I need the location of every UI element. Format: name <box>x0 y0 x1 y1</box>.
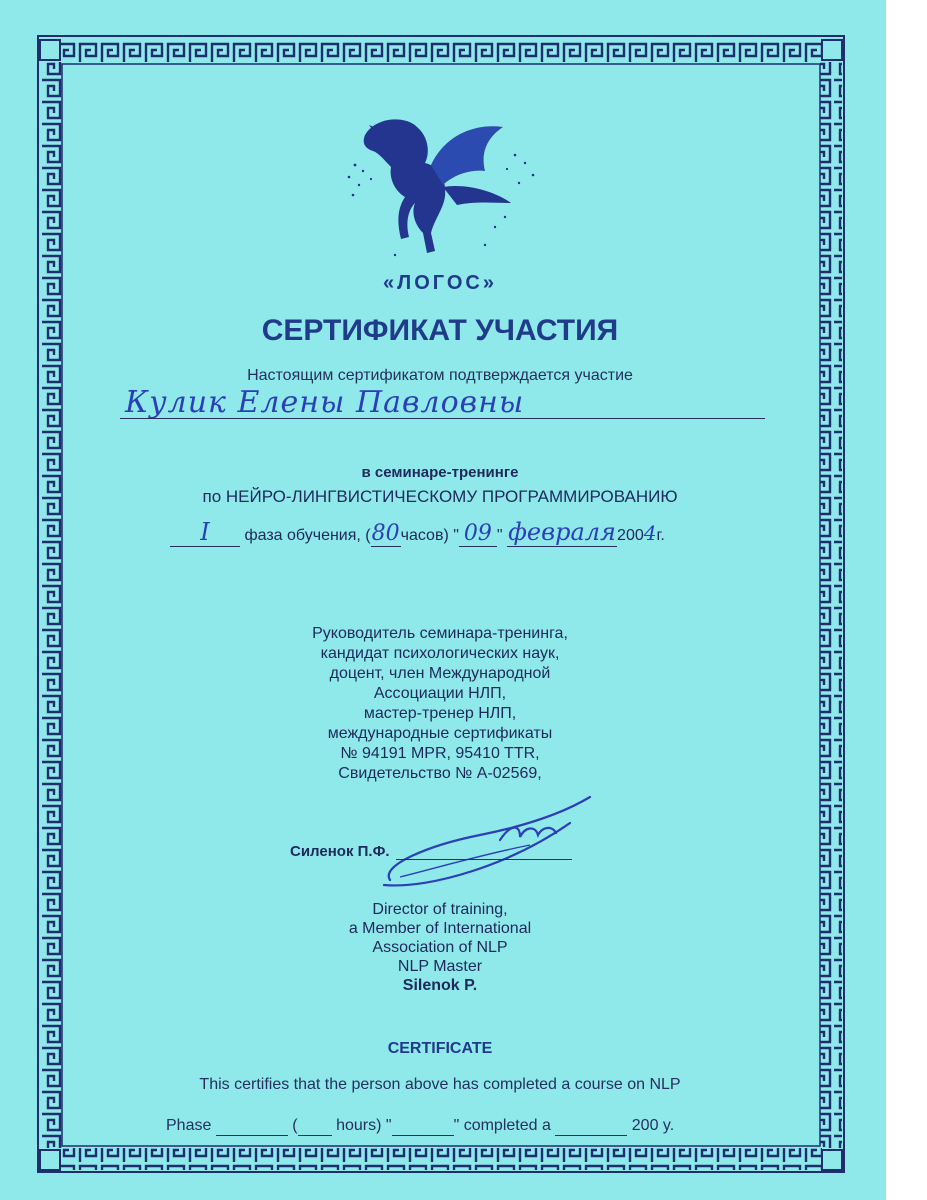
month-en-blank <box>555 1117 627 1136</box>
intro-text: Настоящим сертификатом подтверждается участие <box>247 367 633 384</box>
organization-name: «ЛОГОС» <box>383 272 497 294</box>
seminar-subject: по НЕЙРО-ЛИНГВИСТИЧЕСКОМУ ПРОГРАММИРОВАНИЮ <box>202 487 678 506</box>
leader-line: международные сертификаты <box>327 725 553 742</box>
leader-line: кандидат психологических наук, <box>320 645 560 662</box>
leader-credentials <box>240 624 640 784</box>
phase-en-row: Phase ( hours) " " completed a 200 y. <box>166 1117 675 1134</box>
phase-row: I фаза обучения, (80часов) " 09 " февраля2004г. <box>170 518 770 547</box>
leader-line: Ассоциации НЛП, <box>373 685 507 702</box>
date-en-blank <box>392 1117 454 1136</box>
certificate-title: СЕРТИФИКАТ УЧАСТИЯ <box>261 314 619 347</box>
name-underline <box>120 418 765 419</box>
signer-en: Silenok P. <box>402 977 478 994</box>
leader-line: мастер-тренер НЛП, <box>363 705 517 722</box>
phase-label: фаза обучения, ( <box>244 527 371 544</box>
signature-line <box>396 859 572 860</box>
day-value: 09 <box>459 521 497 547</box>
participant-name: Кулик Елены Павловны <box>125 385 525 420</box>
hours-value: 80 <box>371 521 400 546</box>
director-line: Director of training, <box>372 901 508 918</box>
director-line: Association of NLP <box>372 939 508 956</box>
hours-en-blank <box>298 1117 332 1136</box>
certificate-en-title: CERTIFICATE <box>387 1040 493 1057</box>
leader-line: Руководитель семинара-тренинга, <box>312 625 568 642</box>
signer-ru-row <box>290 843 572 860</box>
leader-line: доцент, член Международной <box>329 665 551 682</box>
seminar-label: в семинаре-тренинге <box>361 464 519 481</box>
year-digit: 4 <box>643 521 657 545</box>
director-line: NLP Master <box>397 958 483 975</box>
completed-en-label: completed a <box>463 1117 551 1134</box>
signer-ru: Силенок П.Ф. <box>290 843 390 860</box>
year-suffix: г. <box>656 527 665 544</box>
leader-line: Свидетельство № А-02569, <box>338 765 542 782</box>
hours-label: часов) <box>400 527 449 544</box>
year-prefix: 200 <box>617 527 644 544</box>
handwritten-signature <box>370 785 600 895</box>
director-line: a Member of International <box>348 920 532 937</box>
pegasus-logo-icon <box>335 105 555 265</box>
year-en-label: 200 y. <box>631 1117 675 1134</box>
phase-en-label: Phase <box>166 1117 212 1134</box>
certifies-text: This certifies that the person above has completed a course on NLP <box>199 1076 681 1093</box>
month-value: февраля <box>508 518 616 546</box>
phase-en-blank <box>216 1117 288 1136</box>
director-credentials <box>290 900 590 995</box>
hours-en-label: hours) <box>336 1117 382 1134</box>
phase-value: I <box>170 518 240 547</box>
leader-line: № 94191 MPR, 95410 TTR, <box>340 745 540 762</box>
